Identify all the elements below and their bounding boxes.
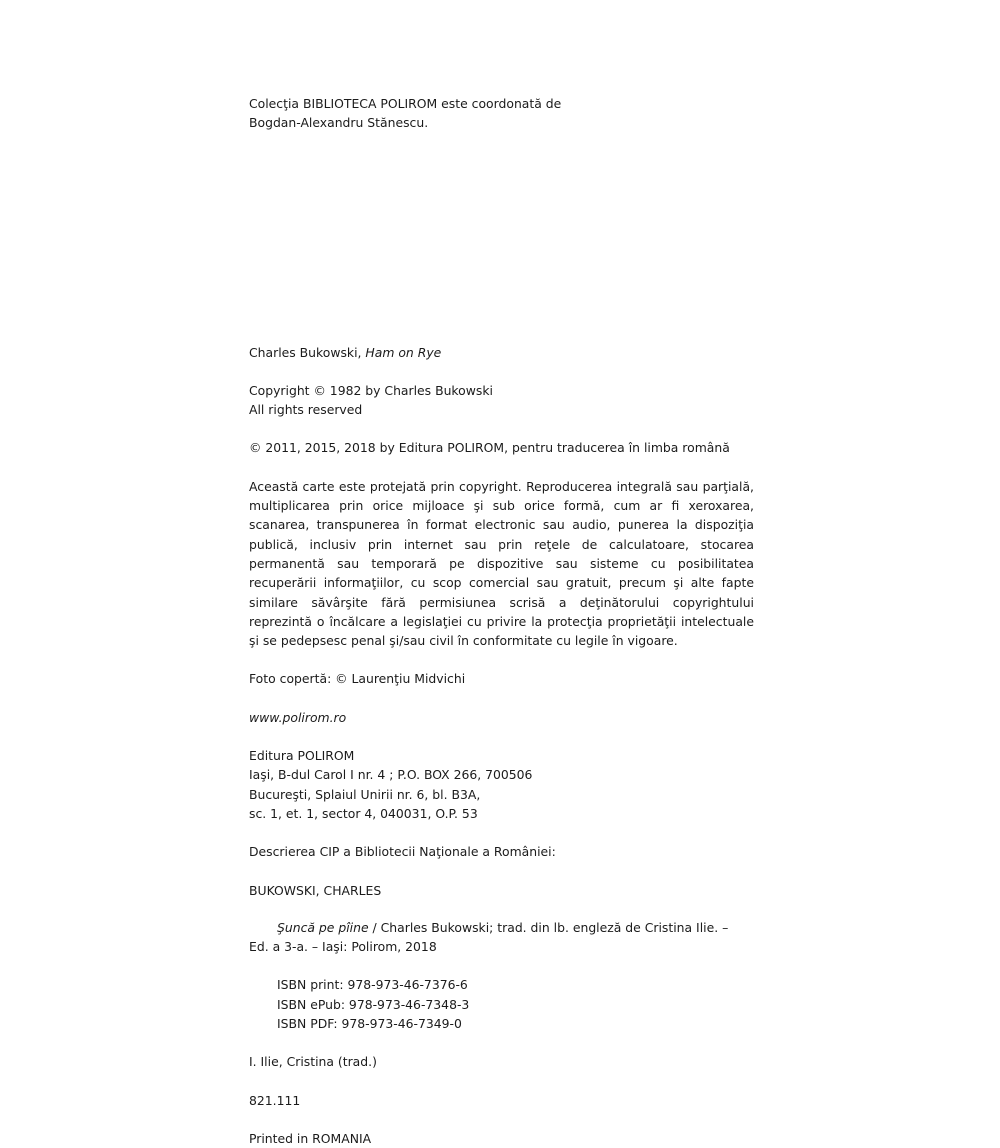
original-title: Ham on Rye xyxy=(365,344,442,360)
collection-note-line-1: Colecţia BIBLIOTECA POLIROM este coordonată de xyxy=(249,96,562,111)
page-content xyxy=(249,94,754,1148)
cip-entry xyxy=(249,918,754,957)
isbn-list xyxy=(249,975,754,1033)
isbn-pdf: ISBN PDF: 978-973-46-7349-0 xyxy=(277,1016,462,1032)
cip-heading: Descrierea CIP a Bibliotecii Naţionale a României: xyxy=(249,844,556,860)
cover-photo-credit: Foto copertă: © Laurenţiu Midvichi xyxy=(249,671,466,687)
copyright-line-2: All rights reserved xyxy=(249,402,363,418)
publisher-website[interactable]: www.polirom.ro xyxy=(249,709,347,725)
collection-note xyxy=(249,94,754,133)
author-name: Charles Bukowski, xyxy=(249,344,362,360)
printed-in-line: Printed in ROMANIA xyxy=(249,1130,372,1146)
contributor-line: I. Ilie, Cristina (trad.) xyxy=(249,1054,377,1070)
copyright-block xyxy=(249,381,754,420)
isbn-epub: ISBN ePub: 978-973-46-7348-3 xyxy=(277,996,470,1012)
author-title-line xyxy=(249,343,754,362)
romanian-rights-line: © 2011, 2015, 2018 by Editura POLIROM, pentru traducerea în limba română xyxy=(249,440,730,456)
cip-entry-rest: / Charles Bukowski; trad. din lb. engleză de Cristina Ilie. – xyxy=(368,919,729,935)
isbn-print: ISBN print: 978-973-46-7376-6 xyxy=(277,977,468,993)
copyright-line-1: Copyright © 1982 by Charles Bukowski xyxy=(249,382,493,398)
publisher-name: Editura POLIROM xyxy=(249,748,355,764)
cip-entry-line-2: Ed. a 3-a. – Iaşi: Polirom, 2018 xyxy=(249,939,437,955)
publisher-address-1: Iaşi, B-dul Carol I nr. 4 ; P.O. BOX 266, 700506 xyxy=(249,767,533,783)
vertical-spacer xyxy=(249,133,754,343)
classification-code: 821.111 xyxy=(249,1092,301,1108)
cip-entry-title: Şuncă pe pîine xyxy=(277,919,369,935)
publisher-address-3: sc. 1, et. 1, sector 4, 040031, O.P. 53 xyxy=(249,805,478,821)
publisher-address-2: Bucureşti, Splaiul Unirii nr. 6, bl. B3A, xyxy=(249,786,481,802)
legal-notice-paragraph: Această carte este protejată prin copyright. Reproducerea integrală sau parţială, multiplicarea prin orice mijloace şi sub orice formă, cum ar fi xeroxarea, scanarea, transpunerea în format electronic sau audio, punerea la dispoziţia publică, inclusiv prin internet sau prin reţele de calculatoare, stocarea permanentă sau temporară pe dispozitive sau sisteme cu posibilitatea recuperării informaţiilor, cu scop comercial sau gratuit, precum şi alte fapte similare săvârşite fără permisiunea scrisă a deţinătorului copyrightului reprezintă o încălcare a legislaţiei cu privire la protecţia proprietăţii intelectuale şi se pedepsesc penal şi/sau civil în conformitate cu legile în vigoare. xyxy=(249,478,754,649)
collection-note-line-2: Bogdan-Alexandru Stănescu. xyxy=(249,115,429,131)
publisher-block xyxy=(249,746,754,823)
cip-author: BUKOWSKI, CHARLES xyxy=(249,882,382,898)
